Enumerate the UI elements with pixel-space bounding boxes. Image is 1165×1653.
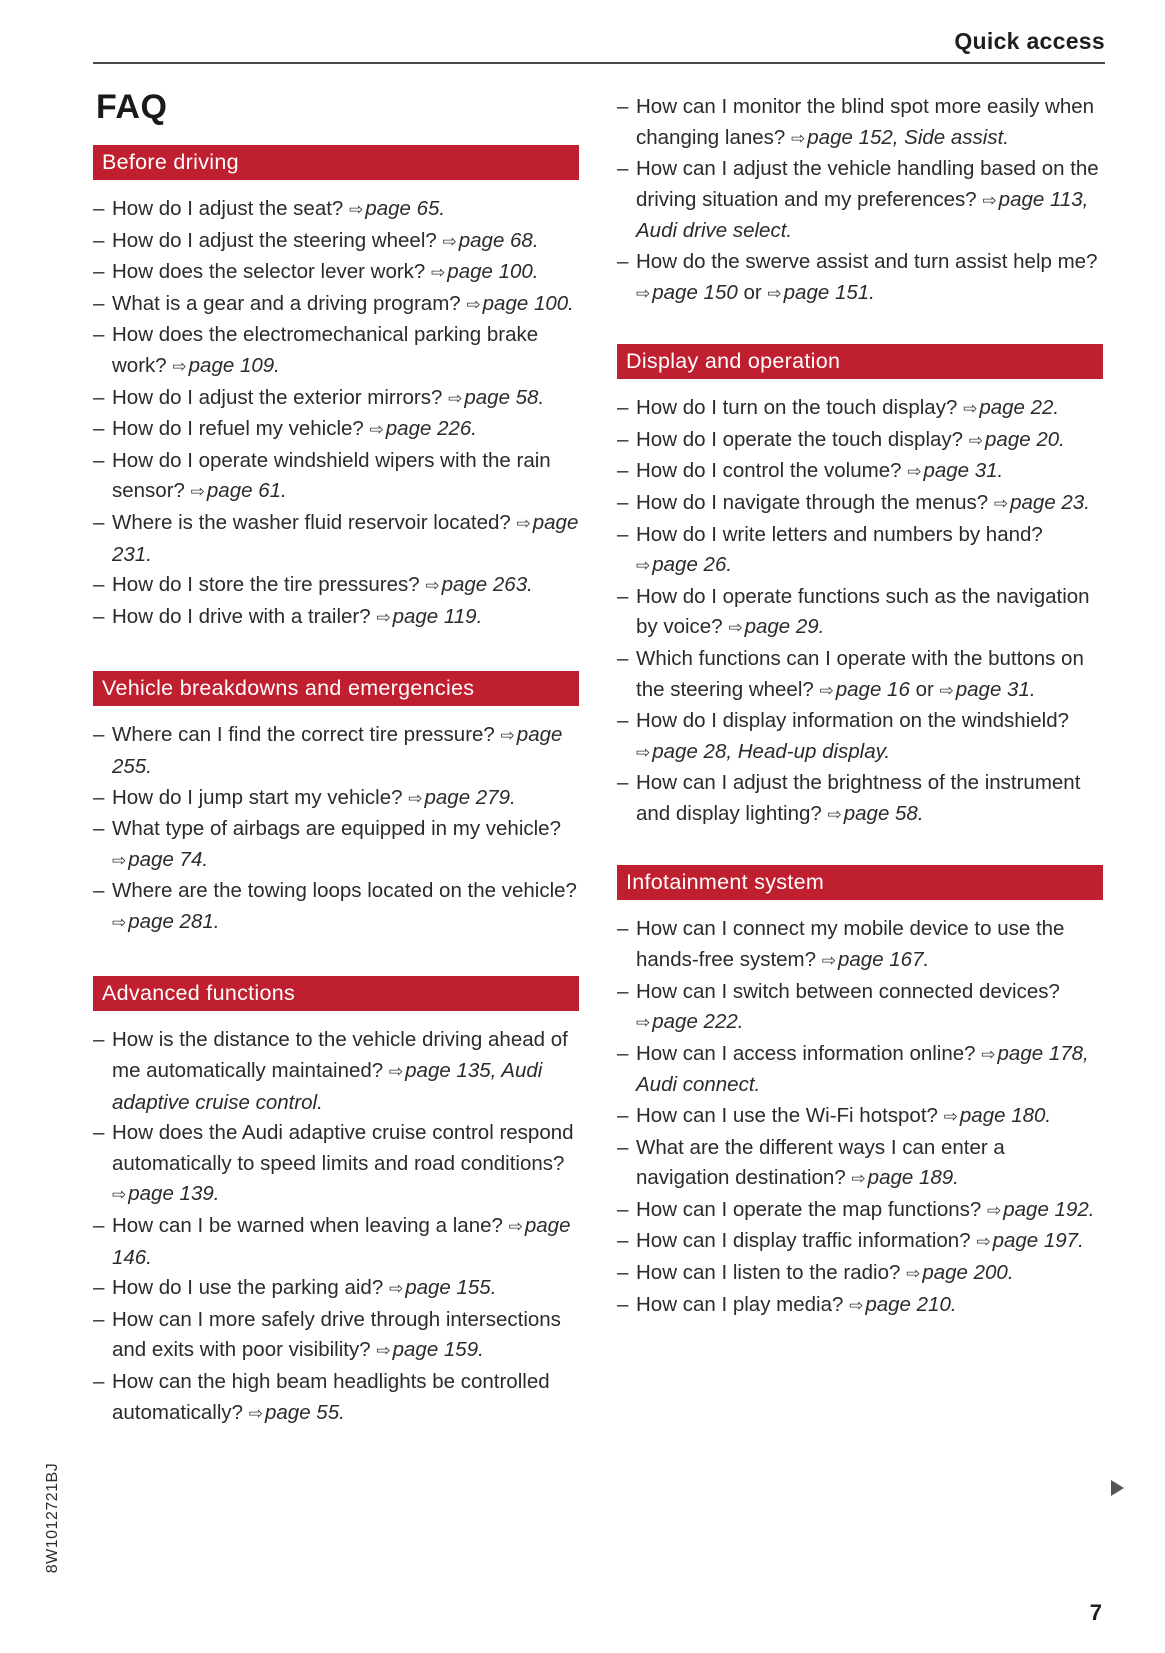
faq-item bbox=[93, 570, 579, 602]
question-text: Where is the washer fluid reservoir located? bbox=[112, 510, 511, 534]
page-reference-link[interactable]: page 139. bbox=[128, 1182, 220, 1206]
faq-item bbox=[617, 582, 1103, 644]
arrow-right-icon: ⇨ bbox=[112, 850, 127, 870]
faq-item bbox=[617, 92, 1103, 154]
faq-section bbox=[93, 671, 579, 938]
faq-item bbox=[93, 446, 579, 508]
question-text: How can I operate the map functions? bbox=[636, 1197, 982, 1221]
arrow-right-icon: ⇨ bbox=[466, 294, 481, 314]
question-text: How can I use the Wi-Fi hotspot? bbox=[636, 1104, 938, 1128]
faq-item bbox=[617, 1195, 1103, 1227]
arrow-right-icon: ⇨ bbox=[388, 1279, 404, 1299]
arrow-right-icon: ⇨ bbox=[821, 951, 836, 971]
arrow-right-icon: ⇨ bbox=[425, 576, 440, 596]
question-list bbox=[93, 720, 579, 938]
faq-item bbox=[93, 1025, 579, 1118]
faq-item bbox=[617, 1226, 1103, 1258]
running-header: Quick access bbox=[954, 28, 1105, 54]
page-reference-link[interactable]: page 200. bbox=[922, 1261, 1014, 1284]
page-reference-link[interactable]: page 159. bbox=[392, 1338, 484, 1362]
section-heading: Advanced functions bbox=[93, 976, 579, 1011]
faq-item bbox=[93, 508, 579, 570]
page-reference-link[interactable]: page 155. bbox=[405, 1276, 497, 1300]
question-text: Where can I find the correct tire pressure? bbox=[112, 723, 495, 747]
arrow-right-icon: ⇨ bbox=[508, 1217, 523, 1237]
page-number: 7 bbox=[1089, 1600, 1102, 1625]
arrow-right-icon: ⇨ bbox=[827, 804, 842, 824]
question-text: How can I monitor the blind spot more easily when changing lanes? bbox=[636, 95, 1095, 149]
page-reference-link[interactable]: page 68. bbox=[458, 228, 539, 252]
page-reference-link[interactable]: page 180. bbox=[959, 1104, 1052, 1128]
faq-item bbox=[93, 226, 579, 258]
question-text: How do I control the volume? bbox=[636, 459, 902, 483]
arrow-right-icon: ⇨ bbox=[907, 462, 922, 482]
arrow-right-icon: ⇨ bbox=[190, 482, 205, 502]
question-text: Which functions can I operate with the buttons on the steering wheel? bbox=[636, 646, 1084, 701]
arrow-right-icon: ⇨ bbox=[448, 388, 463, 408]
page-reference-link[interactable]: page 26. bbox=[652, 553, 733, 577]
page-reference-link[interactable]: page 146. bbox=[112, 1214, 571, 1269]
faq-item bbox=[617, 425, 1103, 457]
section-heading: Display and operation bbox=[617, 344, 1103, 379]
question-text: How do I use the parking aid? bbox=[112, 1276, 384, 1300]
arrow-right-icon: ⇨ bbox=[963, 399, 978, 419]
page-reference-link[interactable]: page 231. bbox=[112, 510, 579, 566]
arrow-right-icon: ⇨ bbox=[248, 1403, 263, 1423]
question-text: How do I drive with a trailer? bbox=[112, 604, 371, 628]
page-reference-link[interactable]: page 151. bbox=[783, 280, 875, 304]
section-spacer bbox=[93, 938, 579, 976]
question-text: How is the distance to the vehicle driving ahead of me automatically maintained? bbox=[112, 1028, 568, 1083]
faq-item bbox=[93, 257, 579, 289]
question-text: How can I adjust the brightness of the instrument and display lighting? bbox=[636, 771, 1081, 825]
question-text: How can I play media? bbox=[636, 1292, 844, 1316]
header-divider bbox=[93, 62, 1105, 64]
page-reference-link[interactable]: page 16 bbox=[835, 677, 910, 701]
question-text: How do I refuel my vehicle? bbox=[112, 417, 364, 441]
arrow-right-icon: ⇨ bbox=[968, 430, 984, 450]
faq-item bbox=[617, 520, 1103, 582]
question-text: How does the Audi adaptive cruise control respond automatically to speed limits and road conditions? bbox=[112, 1121, 574, 1175]
page-reference-link[interactable]: page 113, Audi drive select. bbox=[636, 187, 1089, 243]
question-text: How can I access information online? bbox=[636, 1041, 976, 1065]
faq-item bbox=[93, 320, 579, 382]
question-text: How can I adjust the vehicle handling based on the driving situation and my preferences? bbox=[636, 157, 1099, 211]
question-text: What is a gear and a driving program? bbox=[112, 291, 461, 315]
page-reference-link[interactable]: page 28, Head-up display. bbox=[652, 739, 891, 763]
arrow-right-icon: ⇨ bbox=[376, 1341, 391, 1361]
page-reference-link[interactable]: page 74. bbox=[128, 847, 209, 871]
faq-item bbox=[93, 289, 579, 321]
question-list bbox=[617, 393, 1103, 830]
faq-item bbox=[617, 914, 1103, 976]
arrow-right-icon: ⇨ bbox=[376, 607, 391, 627]
question-list bbox=[93, 194, 579, 633]
arrow-right-icon: ⇨ bbox=[636, 742, 651, 762]
arrow-right-icon: ⇨ bbox=[388, 1062, 404, 1082]
page-reference-link[interactable]: page 119. bbox=[392, 604, 483, 628]
question-text: How do I display information on the windshield? bbox=[636, 709, 1070, 733]
continue-triangle-icon bbox=[1111, 1480, 1124, 1496]
faq-item bbox=[617, 456, 1103, 488]
page-reference-link[interactable]: page 22. bbox=[979, 396, 1060, 420]
faq-item bbox=[617, 154, 1103, 247]
section-heading: Before driving bbox=[93, 145, 579, 180]
arrow-right-icon: ⇨ bbox=[993, 493, 1009, 513]
question-text: How can I connect my mobile device to use the hands-free system? bbox=[636, 917, 1065, 972]
faq-item bbox=[93, 1211, 579, 1273]
page-reference-link[interactable]: page 189. bbox=[867, 1166, 959, 1190]
arrow-right-icon: ⇨ bbox=[349, 200, 364, 219]
question-text: How can I display traffic information? bbox=[636, 1229, 971, 1253]
reference-connector: or bbox=[743, 280, 762, 304]
page-reference-link[interactable]: page 58. bbox=[843, 801, 924, 825]
page-reference-link[interactable]: page 135, Audi adaptive cruise control. bbox=[112, 1059, 543, 1114]
faq-item bbox=[93, 194, 579, 226]
faq-item bbox=[93, 1367, 579, 1429]
question-text: How can the high beam headlights be controlled automatically? bbox=[112, 1370, 550, 1424]
reference-connector: or bbox=[915, 677, 934, 701]
faq-item bbox=[93, 720, 579, 782]
question-text: What type of airbags are equipped in my vehicle? bbox=[112, 817, 561, 841]
faq-section bbox=[617, 344, 1103, 830]
question-text: How can I listen to the radio? bbox=[636, 1261, 901, 1284]
question-text: How does the electromechanical parking brake work? bbox=[112, 323, 539, 377]
arrow-right-icon: ⇨ bbox=[442, 231, 457, 251]
question-text: How can I switch between connected devices? bbox=[636, 979, 1060, 1003]
document-code: 8W1012721BJ bbox=[44, 1462, 61, 1574]
arrow-right-icon: ⇨ bbox=[851, 1169, 866, 1189]
faq-item bbox=[617, 488, 1103, 520]
page-reference-link[interactable]: page 109. bbox=[188, 353, 280, 377]
page-reference-link[interactable]: page 197. bbox=[992, 1229, 1084, 1253]
faq-item bbox=[93, 783, 579, 815]
right-column bbox=[617, 92, 1103, 1321]
arrow-right-icon: ⇨ bbox=[939, 680, 954, 700]
arrow-right-icon: ⇨ bbox=[981, 1044, 996, 1064]
arrow-right-icon: ⇨ bbox=[943, 1107, 958, 1127]
question-list bbox=[617, 914, 1103, 1321]
question-list bbox=[93, 1025, 579, 1429]
faq-item bbox=[93, 1118, 579, 1211]
arrow-right-icon: ⇨ bbox=[728, 618, 743, 638]
question-text: How can I more safely drive through intersections and exits with poor visibility? bbox=[112, 1307, 561, 1362]
page-reference-link[interactable]: page 20. bbox=[985, 427, 1065, 451]
page-reference-link[interactable]: page 222. bbox=[652, 1010, 744, 1034]
question-text: How do I write letters and numbers by hand? bbox=[636, 522, 1043, 546]
page-reference-link[interactable]: page 31. bbox=[955, 677, 1036, 701]
page-reference-link[interactable]: page 150 bbox=[652, 280, 738, 304]
faq-item bbox=[617, 644, 1103, 706]
section-spacer bbox=[93, 633, 579, 671]
arrow-right-icon: ⇨ bbox=[849, 1295, 864, 1315]
page-reference-link[interactable]: page 31. bbox=[923, 459, 1004, 483]
question-text: How does the selector lever work? bbox=[112, 260, 426, 284]
page-reference-link[interactable]: page 263. bbox=[441, 573, 533, 597]
faq-section bbox=[617, 92, 1103, 309]
page-reference-link[interactable]: page 279. bbox=[424, 785, 516, 809]
question-text: How do I turn on the touch display? bbox=[636, 396, 958, 420]
question-text: How do I operate windshield wipers with the rain sensor? bbox=[112, 448, 551, 503]
arrow-right-icon: ⇨ bbox=[976, 1232, 991, 1252]
arrow-right-icon: ⇨ bbox=[636, 556, 651, 576]
faq-item bbox=[617, 768, 1103, 830]
arrow-right-icon: ⇨ bbox=[767, 283, 782, 303]
faq-item bbox=[93, 602, 579, 634]
arrow-right-icon: ⇨ bbox=[516, 513, 531, 533]
question-text: Where are the towing loops located on the vehicle? bbox=[112, 879, 577, 903]
page-reference-link[interactable]: page 23. bbox=[1010, 490, 1090, 514]
faq-item bbox=[617, 977, 1103, 1039]
page-reference-link[interactable]: page 167. bbox=[837, 948, 930, 972]
faq-item bbox=[617, 1133, 1103, 1195]
faq-item bbox=[93, 1273, 579, 1305]
question-text: How do I operate functions such as the navigation by voice? bbox=[636, 584, 1090, 639]
faq-item bbox=[617, 1258, 1103, 1290]
question-text: How can I be warned when leaving a lane? bbox=[112, 1214, 503, 1238]
page-reference-link[interactable]: page 210. bbox=[865, 1292, 957, 1316]
faq-section bbox=[93, 145, 579, 633]
section-spacer bbox=[617, 830, 1103, 865]
page-reference-link[interactable]: page 152, Side assist. bbox=[807, 125, 1009, 149]
faq-item bbox=[93, 1305, 579, 1367]
arrow-right-icon: ⇨ bbox=[408, 788, 423, 808]
question-text: How do I adjust the exterior mirrors? bbox=[112, 385, 443, 409]
page-reference-link[interactable]: page 255. bbox=[112, 723, 563, 778]
faq-item bbox=[617, 1039, 1103, 1101]
question-text: How do I adjust the seat? bbox=[112, 197, 344, 220]
faq-item bbox=[617, 706, 1103, 768]
page-reference-link[interactable]: page 29. bbox=[744, 615, 825, 639]
faq-section bbox=[617, 865, 1103, 1321]
section-spacer bbox=[617, 309, 1103, 344]
page-reference-link[interactable]: page 178, Audi connect. bbox=[636, 1041, 1089, 1097]
section-heading: Vehicle breakdowns and emergencies bbox=[93, 671, 579, 706]
faq-item bbox=[93, 876, 579, 938]
page-title: FAQ bbox=[96, 88, 168, 126]
page-reference-link[interactable]: page 192. bbox=[1003, 1197, 1095, 1221]
question-text: How do I jump start my vehicle? bbox=[112, 785, 403, 809]
faq-section bbox=[93, 976, 579, 1429]
faq-item bbox=[617, 1290, 1103, 1322]
question-text: How do I operate the touch display? bbox=[636, 427, 964, 451]
arrow-right-icon: ⇨ bbox=[906, 1264, 921, 1283]
page-reference-link[interactable]: page 55. bbox=[265, 1400, 345, 1424]
question-text: How do the swerve assist and turn assist help me? bbox=[636, 249, 1098, 273]
arrow-right-icon: ⇨ bbox=[112, 912, 127, 932]
page-reference-link[interactable]: page 100. bbox=[447, 260, 539, 284]
arrow-right-icon: ⇨ bbox=[172, 356, 187, 376]
page-reference-link[interactable]: page 61. bbox=[206, 479, 287, 503]
faq-item bbox=[93, 383, 579, 415]
question-text: How do I navigate through the menus? bbox=[636, 490, 989, 514]
page-reference-link[interactable]: page 226. bbox=[385, 417, 477, 441]
arrow-right-icon: ⇨ bbox=[819, 680, 834, 700]
arrow-right-icon: ⇨ bbox=[500, 726, 515, 746]
faq-item bbox=[617, 1101, 1103, 1133]
faq-item bbox=[617, 247, 1103, 309]
page-reference-link[interactable]: page 58. bbox=[464, 385, 545, 409]
question-text: How do I store the tire pressures? bbox=[112, 573, 420, 597]
faq-item bbox=[93, 414, 579, 446]
section-heading: Infotainment system bbox=[617, 865, 1103, 900]
arrow-right-icon: ⇨ bbox=[112, 1185, 127, 1205]
arrow-right-icon: ⇨ bbox=[982, 190, 997, 210]
question-list bbox=[617, 92, 1103, 309]
arrow-right-icon: ⇨ bbox=[636, 1013, 651, 1033]
arrow-right-icon: ⇨ bbox=[791, 128, 806, 148]
faq-item bbox=[617, 393, 1103, 425]
page-reference-link[interactable]: page 100. bbox=[482, 291, 574, 315]
arrow-right-icon: ⇨ bbox=[636, 283, 651, 303]
question-text: What are the different ways I can enter a navigation destination? bbox=[636, 1135, 1005, 1190]
question-text: How do I adjust the steering wheel? bbox=[112, 228, 437, 252]
page-reference-link[interactable]: page 281. bbox=[128, 909, 220, 933]
arrow-right-icon: ⇨ bbox=[431, 263, 446, 283]
arrow-right-icon: ⇨ bbox=[369, 420, 384, 440]
arrow-right-icon: ⇨ bbox=[987, 1200, 1002, 1220]
faq-item bbox=[93, 814, 579, 876]
left-column bbox=[93, 145, 579, 1429]
page-reference-link[interactable]: page 65. bbox=[365, 197, 446, 220]
